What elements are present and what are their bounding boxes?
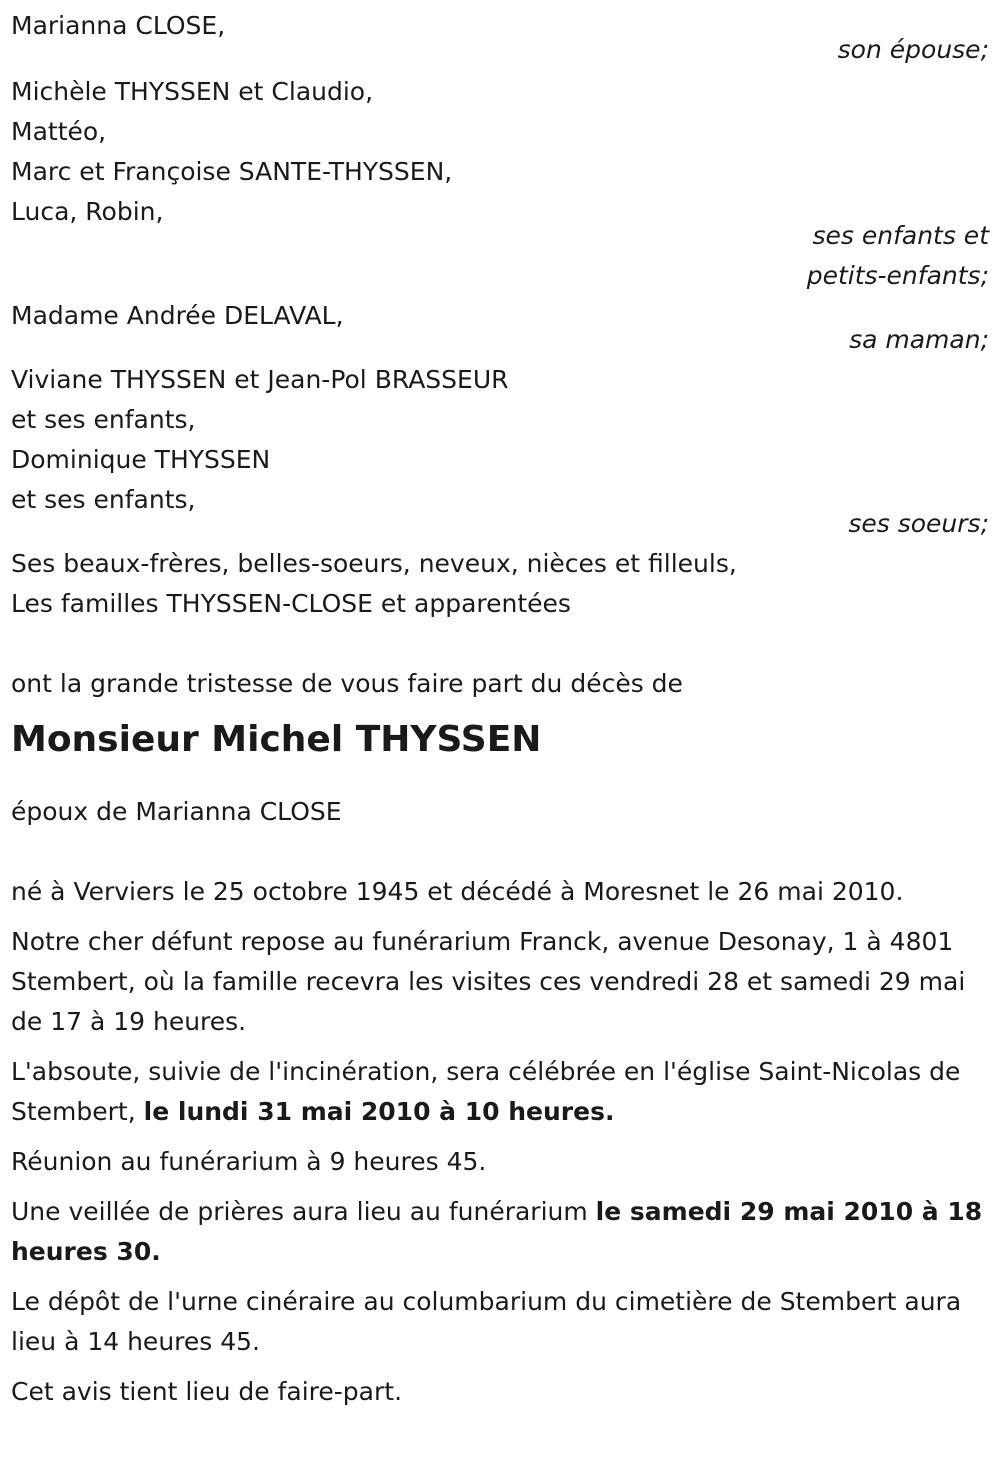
family-member-line: Viviane THYSSEN et Jean-Pol BRASSEUR [11,365,509,394]
family-member-line: Michèle THYSSEN et Claudio, [11,77,374,106]
family-member-line: Marianna CLOSE, [11,11,226,40]
family-member-line: et ses enfants, [11,485,196,514]
family-member-line: et ses enfants, [11,405,196,434]
relationship-label: ses soeurs; [848,509,989,538]
death-notice [11,6,989,1422]
family-member-line: Mattéo, [11,117,107,146]
family-member-line: Dominique THYSSEN [11,445,271,474]
spouse-line: époux de Marianna CLOSE [11,797,342,826]
relationship-label: petits-enfants; [806,261,989,290]
relationship-label: son épouse; [837,35,989,64]
absoute-paragraph [11,1052,989,1132]
relatives-block [11,544,989,624]
reunion-paragraph: Réunion au funérarium à 9 heures 45. [11,1147,487,1176]
deceased-name: Monsieur Michel THYSSEN [11,719,542,760]
family-group-mother [11,296,989,360]
absoute-date: le lundi 31 mai 2010 à 10 heures. [143,1097,615,1126]
family-group-sisters [11,360,989,544]
repose-paragraph: Notre cher défunt repose au funérarium Franck, avenue Desonay, 1 à 4801 Stembert, où la famille recevra les visites ces vendredi 28 et samedi 29 mai de 17 à 19 heures. [11,927,966,1036]
relatives-line: Les familles THYSSEN-CLOSE et apparentées [11,589,571,618]
veillee-paragraph [11,1192,989,1272]
announcement: ont la grande tristesse de vous faire part du décès de [11,669,683,698]
family-member-line: Luca, Robin, [11,197,164,226]
family-group-children [11,72,989,296]
relatives-line: Ses beaux-frères, belles-soeurs, neveux, nièces et filleuls, [11,549,737,578]
veillee-text: Une veillée de prières aura lieu au funérarium [11,1197,596,1226]
family-group-spouse [11,6,989,70]
relationship-label: sa maman; [849,325,989,354]
absoute-text: L'absoute, suivie de l'incinération, sera célébrée en l'église Saint-Nicolas de Stembert, [11,1057,961,1126]
veillee-date: le samedi 29 mai 2010 à 18 heures 30. [11,1197,983,1266]
closing-paragraph: Cet avis tient lieu de faire-part. [11,1377,403,1406]
family-member-line: Madame Andrée DELAVAL, [11,301,344,330]
birth-death-paragraph: né à Verviers le 25 octobre 1945 et décédé à Moresnet le 26 mai 2010. [11,877,904,906]
relationship-label: ses enfants et [812,221,989,250]
depot-paragraph: Le dépôt de l'urne cinéraire au columbarium du cimetière de Stembert aura lieu à 14 heures 45. [11,1287,962,1356]
family-member-line: Marc et Françoise SANTE-THYSSEN, [11,157,453,186]
